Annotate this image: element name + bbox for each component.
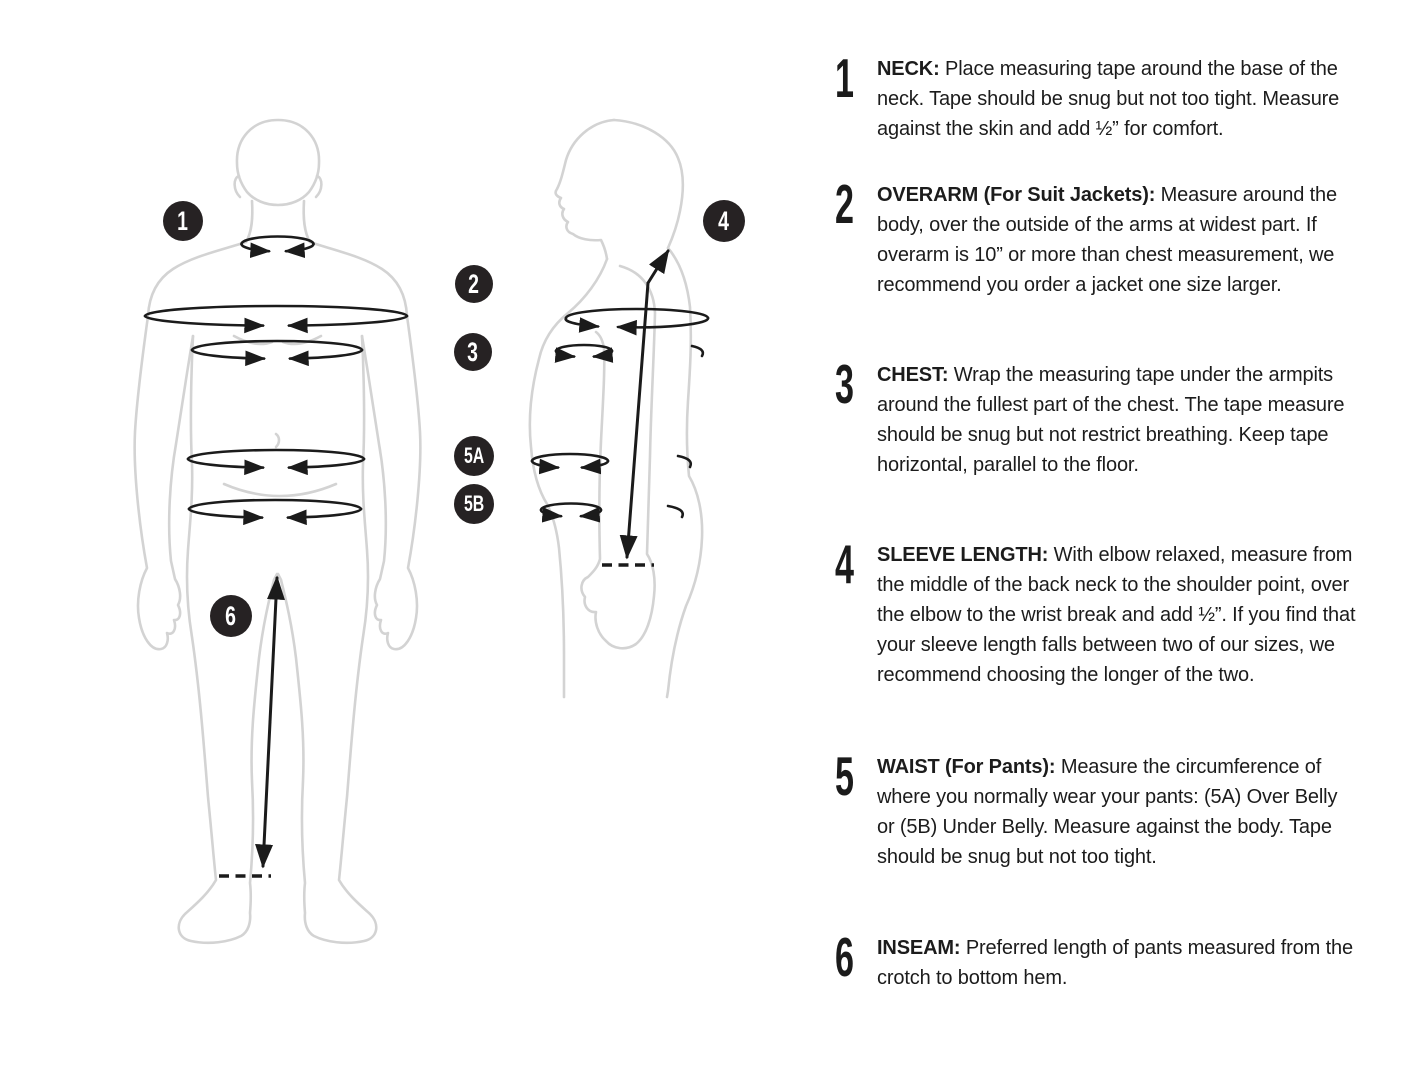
- marker-neck-badge: [163, 201, 203, 241]
- front-body-outline: [135, 120, 421, 943]
- side-body-outline: [530, 120, 702, 697]
- marker-inseam-badge: [210, 595, 252, 637]
- instruction-title: WAIST (For Pants):: [877, 756, 1056, 778]
- instruction-number: 3: [835, 353, 853, 415]
- instruction-title: CHEST:: [877, 364, 949, 386]
- overarm-tape-arrow: [145, 306, 407, 326]
- instruction-item-overarm: [835, 173, 1375, 300]
- instruction-text: [877, 933, 1359, 993]
- instruction-text: [877, 360, 1359, 480]
- instruction-number: 5: [835, 745, 853, 807]
- neck-tape-arrow: [242, 237, 314, 252]
- side-waist-under-tape-arrow: [541, 504, 683, 518]
- marker-chest-badge: [454, 333, 492, 371]
- marker-label: 1: [177, 205, 189, 236]
- marker-overarm-badge: [455, 265, 493, 303]
- marker-waist-under-belly-badge: [454, 484, 494, 524]
- instruction-number: 6: [835, 926, 853, 988]
- side-waist-over-tape-arrow: [532, 454, 691, 468]
- instruction-item-chest: [835, 353, 1375, 480]
- instruction-title: INSEAM:: [877, 937, 961, 959]
- instruction-number: 2: [835, 173, 853, 235]
- marker-label: 3: [467, 336, 479, 367]
- instruction-text: [877, 540, 1359, 690]
- instructions-list: [835, 0, 1380, 1072]
- instruction-title: OVERARM (For Suit Jackets):: [877, 184, 1156, 206]
- waist-over-belly-tape-arrow: [188, 450, 364, 468]
- marker-label: 4: [718, 205, 730, 236]
- instruction-item-sleeve-length: [835, 533, 1375, 690]
- marker-label: 6: [225, 600, 237, 631]
- instruction-item-waist: [835, 745, 1375, 872]
- side-chest-tape-arrow: [566, 309, 708, 327]
- instruction-body: Preferred length of pants measured from the crotch to bottom hem.: [877, 937, 1353, 989]
- instruction-body: Wrap the measuring tape under the armpits around the fullest part of the chest. The tape measure should be snug but not restrict breathing. Keep tape horizontal, parallel to the floor.: [877, 364, 1345, 476]
- instruction-number: 4: [835, 533, 853, 595]
- instruction-text: [877, 54, 1359, 144]
- instruction-body: Measure the circumference of where you normally wear your pants: (5A) Over Belly or (5B) Under Belly. Measure against the body. Tape should be snug but not too tight.: [877, 756, 1338, 868]
- instruction-item-inseam: [835, 926, 1375, 993]
- instruction-title: NECK:: [877, 58, 940, 80]
- side-underchest-tape-arrow: [556, 345, 703, 357]
- marker-label: 2: [468, 268, 480, 299]
- marker-label: 5A: [463, 443, 485, 468]
- instruction-title: SLEEVE LENGTH:: [877, 544, 1049, 566]
- marker-waist-over-belly-badge: [454, 436, 494, 476]
- chest-tape-arrow: [192, 341, 362, 359]
- instruction-number: 1: [835, 47, 853, 109]
- instruction-text: [877, 180, 1359, 300]
- waist-under-belly-tape-arrow: [189, 500, 361, 518]
- instruction-body: With elbow relaxed, measure from the middle of the back neck to the shoulder point, over the elbow to the wrist break and add ½”. If you find that your sleeve length falls between two of our sizes, we recommend choosing the longer of the two.: [877, 544, 1356, 686]
- instruction-item-neck: [835, 47, 1375, 144]
- instruction-body: Measure around the body, over the outside of the arms at widest part. If overarm is 10” or more than chest measurement, we recommend you order a jacket one size larger.: [877, 184, 1337, 296]
- marker-sleeve-length-badge: [703, 200, 745, 242]
- marker-label: 5B: [463, 491, 485, 516]
- instruction-text: [877, 752, 1359, 872]
- instruction-body: Place measuring tape around the base of the neck. Tape should be snug but not too tight. Measure against the skin and add ½” for comfort.: [877, 58, 1340, 140]
